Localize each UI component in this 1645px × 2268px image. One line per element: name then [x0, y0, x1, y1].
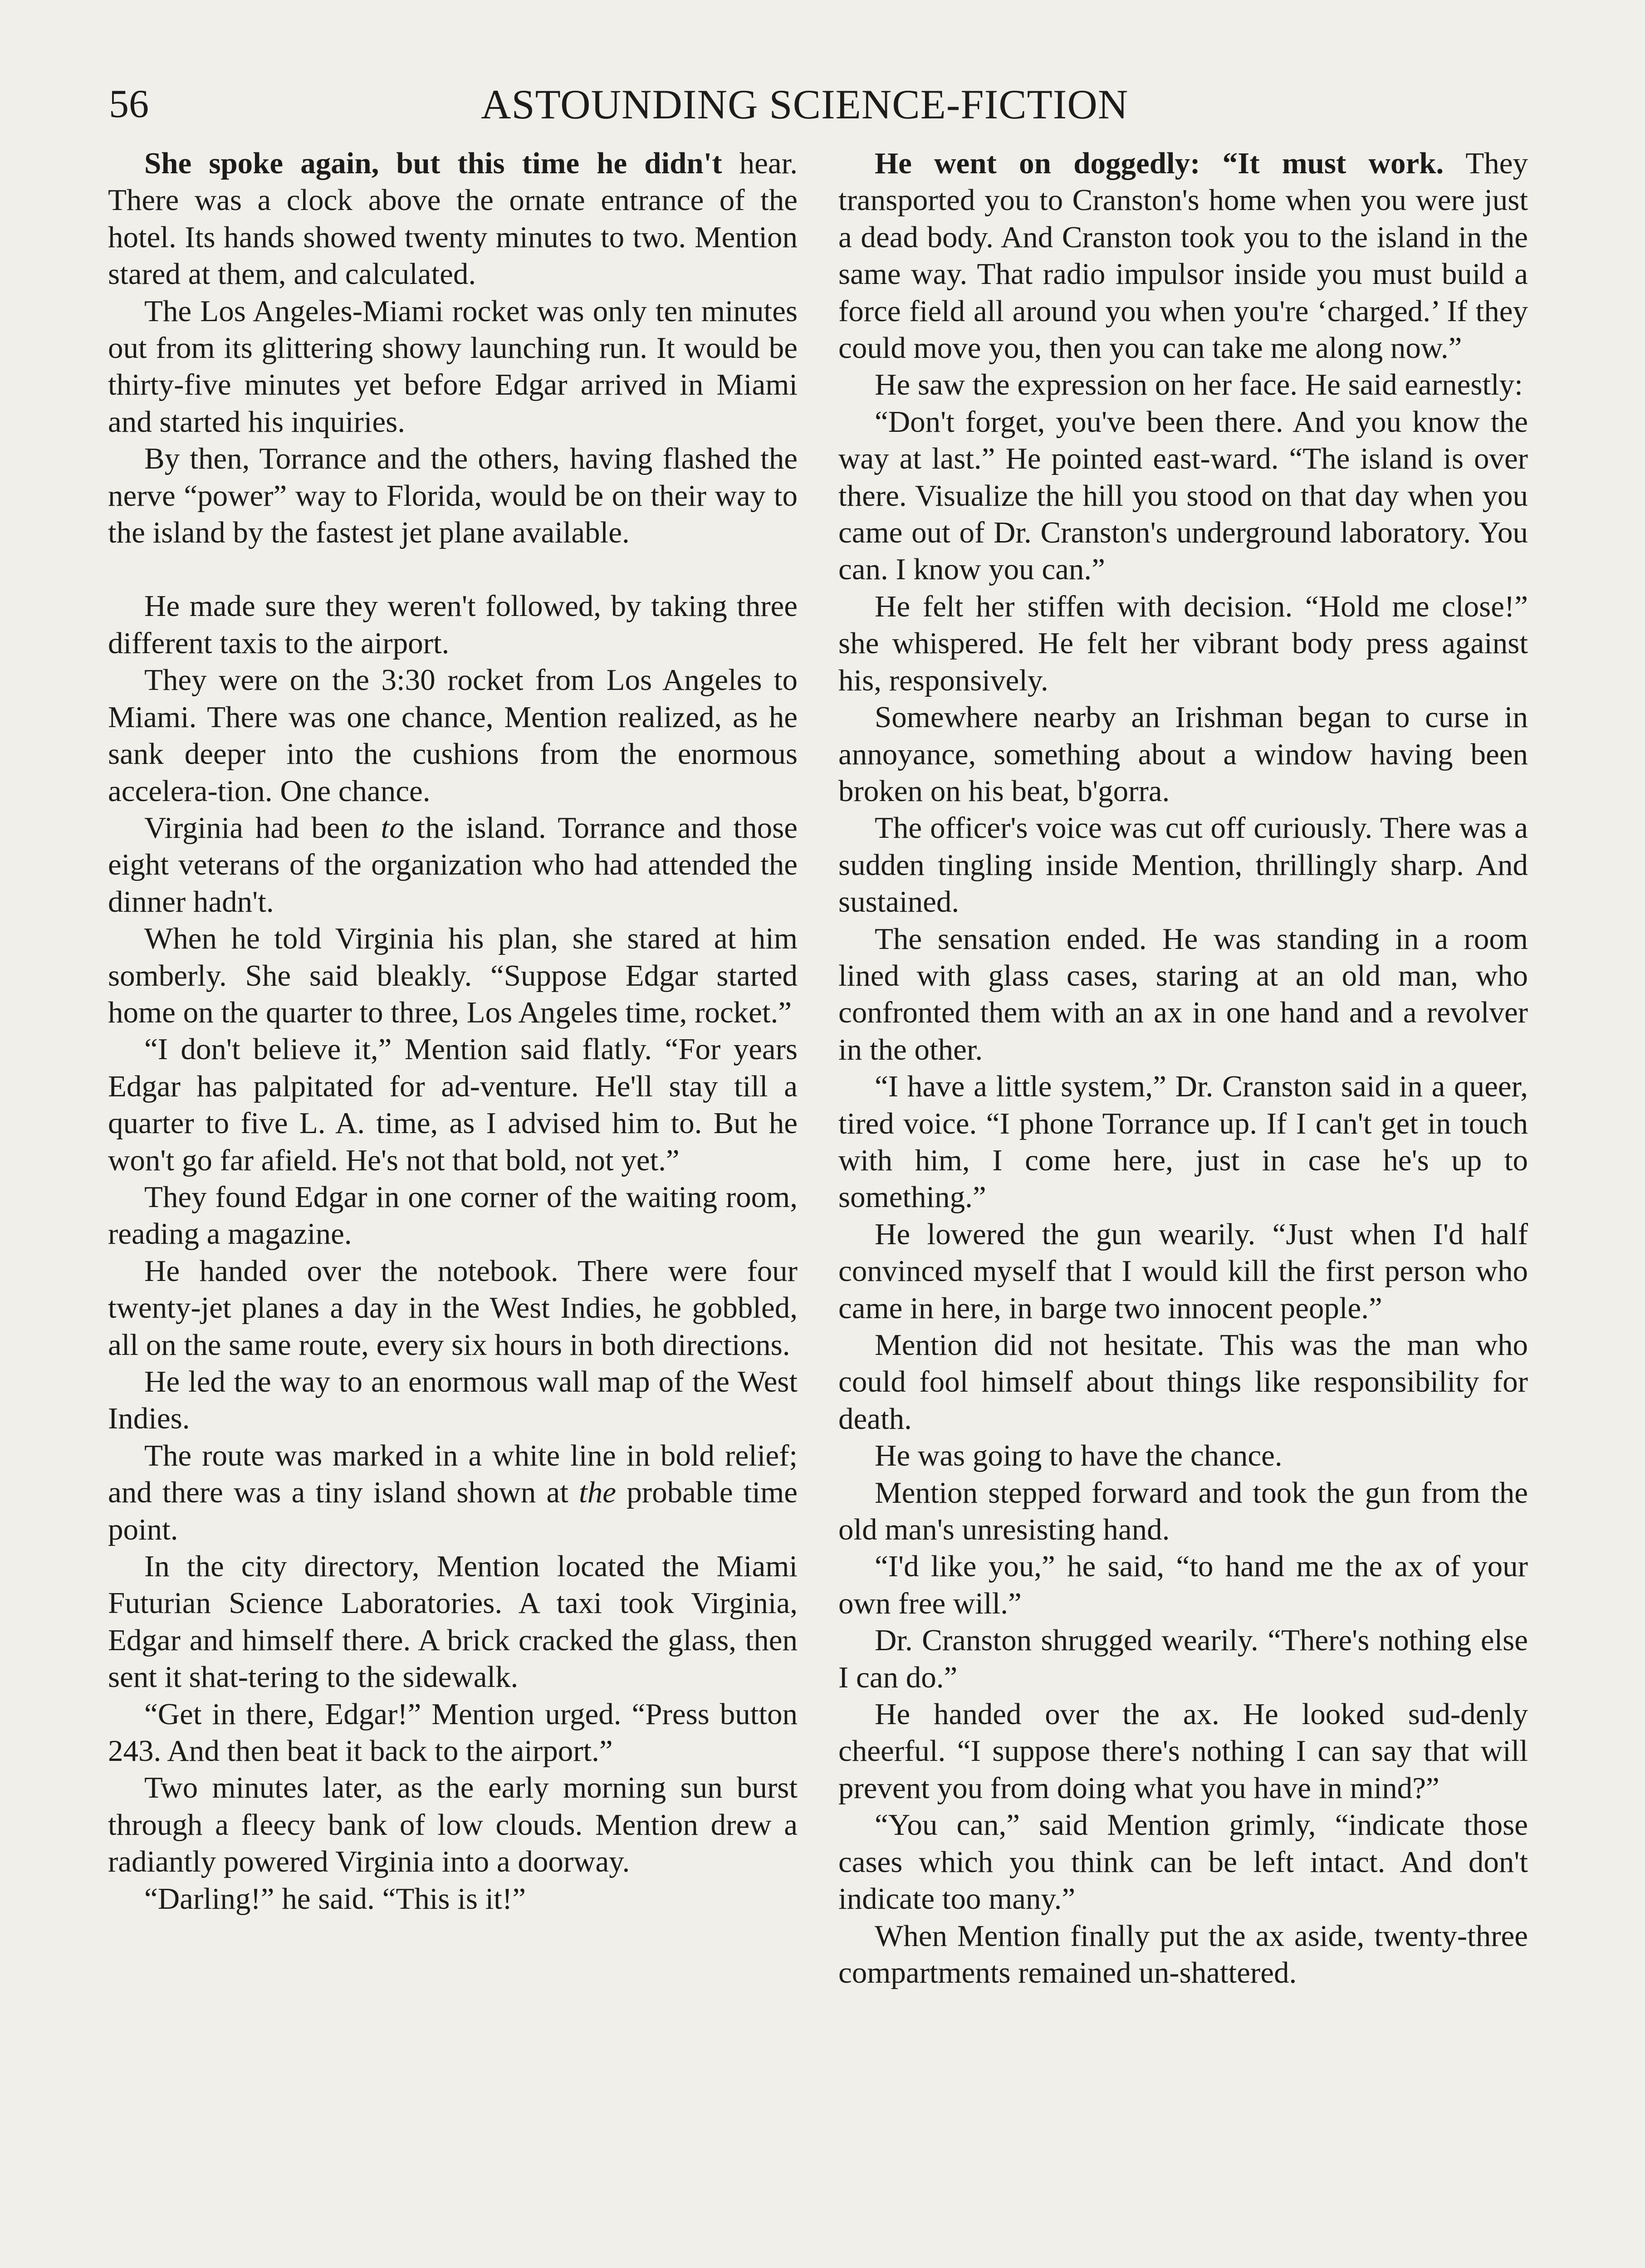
italic-word: to	[381, 811, 405, 845]
paragraph: He was going to have the chance.	[875, 1439, 1283, 1473]
paragraph: “Darling!” he said. “This is it!”	[144, 1882, 526, 1916]
paragraph: “You can,” said Mention grimly, “indicate those cases which you think can be left intact. And don't indicate too many.”	[838, 1808, 1528, 1916]
paragraph: They were on the 3:30 rocket from Los Angeles to Miami. There was one chance, Mention realized, as he sank deeper into the cushions from the enormous accelera-tion. One chance.	[108, 663, 798, 808]
page-number: 56	[109, 82, 149, 126]
paragraph: “I'd like you,” he said, “to hand me the ax of your own free will.”	[838, 1549, 1528, 1620]
paragraph: “I have a little system,” Dr. Cranston said in a queer, tired voice. “I phone Torrance up. If I can't get in touch with him, I come here, just in case he's up to something.”	[838, 1070, 1528, 1214]
paragraph	[108, 145, 798, 293]
paragraph: In the city directory, Mention located the Miami Futurian Science Laboratories. A taxi took Virginia, Edgar and himself there. A brick cracked the glass, then sent it shat-tering to the sidewalk.	[108, 1549, 798, 1694]
paragraph: Mention did not hesitate. This was the man who could fool himself about things like responsibility for death.	[838, 1328, 1528, 1436]
paragraph: Mention stepped forward and took the gun from the old man's unresisting hand.	[838, 1476, 1528, 1547]
paragraph: The Los Angeles-Miami rocket was only ten minutes out from its glittering showy launching run. It would be thirty-five minutes yet before Edgar arrived in Miami and started his inquiries.	[108, 294, 798, 439]
paragraph: They found Edgar in one corner of the waiting room, reading a magazine.	[108, 1180, 798, 1251]
page-header	[109, 77, 1161, 136]
paragraph: The officer's voice was cut off curiously. There was a sudden tingling inside Mention, thrillingly sharp. And sustained.	[838, 811, 1528, 919]
right-column	[838, 145, 1528, 1991]
paragraph: “Don't forget, you've been there. And you know the way at last.” He pointed east-ward. “The island is over there. Visualize the hill you stood on that day when you came out of Dr. Cranston's underground laboratory. You can. I know you can.”	[838, 405, 1528, 587]
section-break	[108, 551, 798, 588]
paragraph: The sensation ended. He was standing in a room lined with glass cases, staring at an old man, who confronted them with an ax in one hand and a revolver in the other.	[838, 922, 1528, 1066]
paragraph: He made sure they weren't followed, by taking three different taxis to the airport.	[108, 589, 798, 660]
paragraph: He handed over the notebook. There were four twenty-jet planes a day in the West Indies, he gobbled, all on the same route, every six hours in both directions.	[108, 1254, 798, 1362]
paragraph: Somewhere nearby an Irishman began to curse in annoyance, something about a window having been broken on his beat, b'gorra.	[838, 700, 1528, 808]
paragraph: He led the way to an enormous wall map of the West Indies.	[108, 1365, 798, 1436]
paragraph-text: They transported you to Cranston's home when you were just a dead body. And Cranston took you to the island in the same way. That radio impulsor inside you must build a force field all around you when you're ‘charged.’ If they could move you, then you can take me along now.”	[838, 147, 1528, 365]
paragraph-text: The route was marked in a white line in bold relief; and there was a tiny island shown at	[108, 1438, 798, 1510]
paragraph: He lowered the gun wearily. “Just when I'd half convinced myself that I would kill the first person who came in here, in barge two innocent people.”	[838, 1217, 1528, 1325]
paragraph: He handed over the ax. He looked sud-denly cheerful. “I suppose there's nothing I can say that will prevent you from doing what you have in mind?”	[838, 1697, 1528, 1805]
paragraph	[838, 145, 1528, 367]
left-column	[108, 145, 798, 1917]
paragraph	[108, 1437, 798, 1548]
magazine-title: ASTOUNDING SCIENCE-FICTION	[481, 81, 1129, 127]
paragraph: When Mention finally put the ax aside, twenty-three compartments remained un-shattered.	[838, 1919, 1528, 1989]
paragraph-text: probable time point.	[108, 1476, 798, 1546]
paragraph-text: Virginia had been	[144, 811, 381, 845]
paragraph: Dr. Cranston shrugged wearily. “There's nothing else I can do.”	[838, 1623, 1528, 1694]
paragraph: When he told Virginia his plan, she stared at him somberly. She said bleakly. “Suppose Edgar started home on the quarter to three, Los Angeles time, rocket.”	[108, 922, 798, 1029]
paragraph: He saw the expression on her face. He said earnestly:	[875, 368, 1523, 402]
paragraph: Two minutes later, as the early morning sun burst through a fleecy bank of low clouds. Mention drew a radiantly powered Virginia into a doorway.	[108, 1771, 798, 1879]
paragraph-text: hear. There was a clock above the ornate entrance of the hotel. Its hands showed twenty minutes to two. Mention stared at them, and calculated.	[108, 147, 798, 291]
paragraph-text: the island. Torrance and those eight veterans of the organization who had attended the dinner hadn't.	[108, 811, 798, 919]
paragraph: “Get in there, Edgar!” Mention urged. “Press button 243. And then beat it back to the airport.”	[108, 1697, 798, 1768]
paragraph: By then, Torrance and the others, having flashed the nerve “power” way to Florida, would be on their way to the island by the fastest jet plane available.	[108, 442, 798, 550]
paragraph-lead: She spoke again, but this time he didn't	[144, 147, 722, 180]
paragraph	[108, 810, 798, 920]
paragraph: He felt her stiffen with decision. “Hold me close!” she whispered. He felt her vibrant body press against his, responsively.	[838, 589, 1528, 697]
italic-word: the	[579, 1476, 617, 1510]
paragraph-lead: He went on doggedly: “It must work.	[875, 147, 1444, 180]
paragraph: “I don't believe it,” Mention said flatly. “For years Edgar has palpitated for ad-venture. He'll stay till a quarter to five L. A. time, as I advised him to. But he won't go far afield. He's not that bold, not yet.”	[108, 1032, 798, 1177]
